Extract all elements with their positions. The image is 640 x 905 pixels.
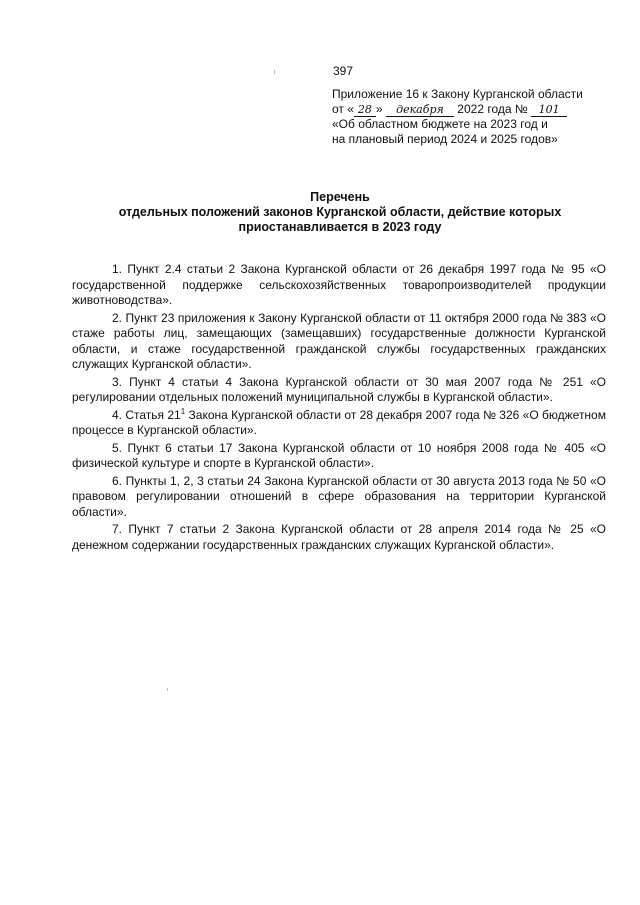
appendix-law-title-1: «Об областном бюджете на 2023 год и [332,117,548,131]
date-quote-close: » [375,102,383,116]
item4-after: Закона Курганской области от 28 декабря 2007 года № 326 «О бюджетном процессе в Курганской области». [72,407,606,437]
appendix-title-line: Приложение 16 к Закону Курганской области [332,87,583,101]
handwritten-month: декабря [386,104,454,117]
title-line-3: приостанавливается в 2023 году [238,220,442,234]
list-item-4 [72,408,606,439]
appendix-date-line [332,102,612,117]
appendix-law-title-2: на плановый период 2024 и 2025 годов» [332,132,558,146]
item4-superscript: 1 [180,406,186,416]
handwritten-number: 101 [531,104,567,117]
list-item-6: 6. Пункты 1, 2, 3 статьи 24 Закона Курганской области от 30 августа 2013 года № 50 «О правовом регулировании отношений в сфере образования на территории Курганской области». [72,473,606,519]
list-item-1: 1. Пункт 2.4 статьи 2 Закона Курганской области от 26 декабря 1997 года № 95 «О государственной поддержке сельскохозяйственных товаропроизводителей продукции животноводства». [72,262,606,307]
provisions-list [72,262,606,555]
page-number: 397 [333,64,354,78]
title-line-2: отдельных положений законов Курганской области, действие которых [118,205,562,219]
list-item-3: 3. Пункт 4 статьи 4 Закона Курганской области от 30 мая 2007 года № 251 «О регулировании отдельных положений муниципальной службы в Курганской области». [72,374,606,404]
date-prefix: от « [332,102,354,116]
list-item-5: 5. Пункт 6 статьи 17 Закона Курганской области от 10 ноября 2008 года № 405 «О физической культуре и спорте в Курганской области». [72,440,606,470]
appendix-header [332,87,612,147]
year-text: 2022 года № [457,102,528,116]
scan-speck [167,688,168,691]
scan-speck [274,70,275,74]
item4-before: 4. Статья 21 [112,407,181,422]
title-line-1: Перечень [310,190,370,204]
document-title [70,190,610,235]
handwritten-day: 28 [354,104,376,117]
list-item-2: 2. Пункт 23 приложения к Закону Курганской области от 11 октября 2000 года № 383 «О стаже работы лиц, замещающих (замещавших) государственные должности Курганской области, и стаже государственной гражданской службы государственных гражданских служащих Курганской области». [72,310,606,371]
list-item-7: 7. Пункт 7 статьи 2 Закона Курганской области от 28 апреля 2014 года № 25 «О денежном содержании государственных гражданских служащих Курганской области». [72,522,606,552]
